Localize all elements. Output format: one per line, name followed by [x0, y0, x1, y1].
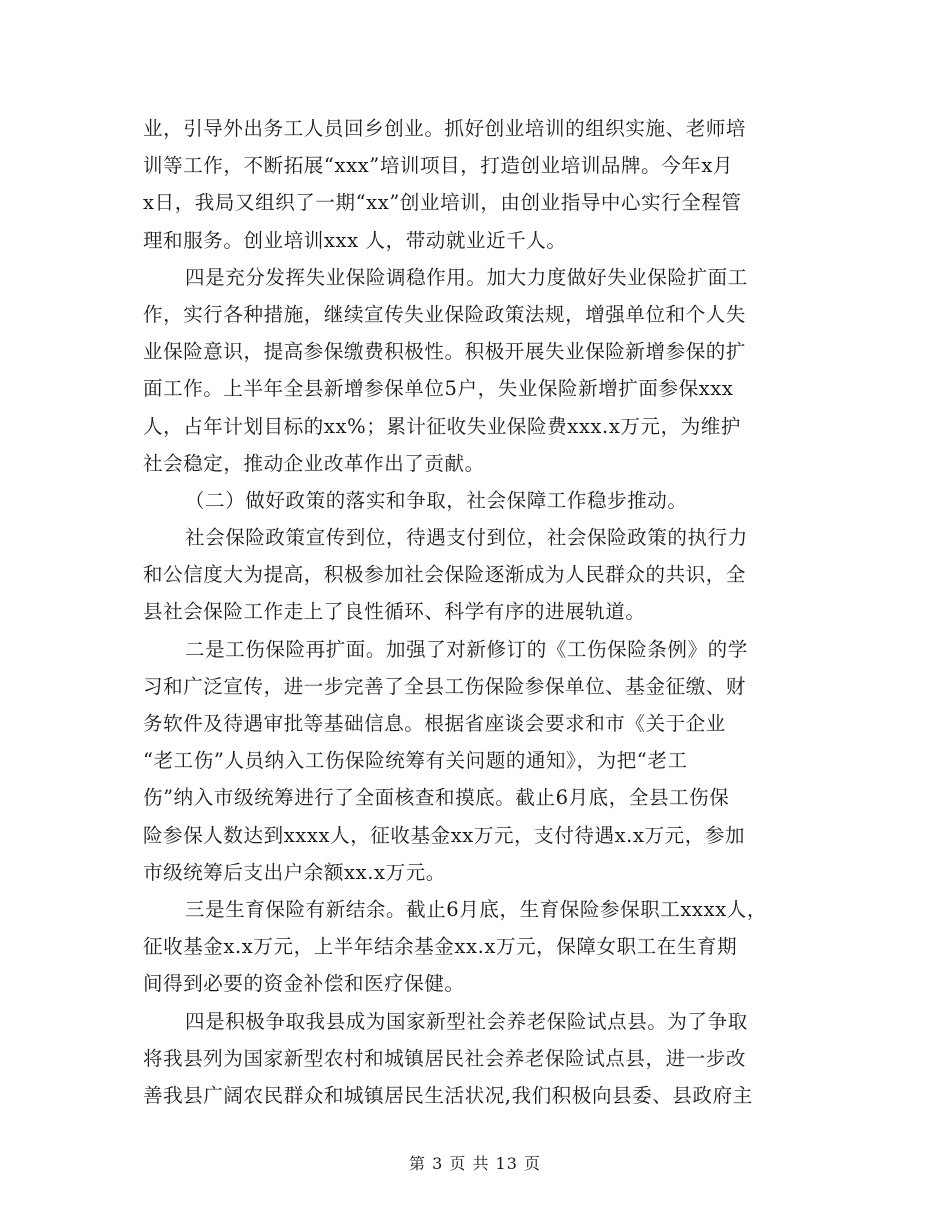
text-line: 间得到必要的资金补偿和医疗保健。	[143, 972, 465, 996]
text-line: x日，我局又组织了一期“xx”创业培训，由创业指导中心实行全程管	[143, 191, 742, 215]
paragraph-start-line: 四是充分发挥失业保险调稳作用。加大力度做好失业保险扩面工	[185, 265, 748, 289]
page-number-footer: 第 3 页 共 13 页	[409, 1154, 541, 1173]
text-line: 征收基金x.x万元，上半年结余基金xx.x万元，保障女职工在生育期	[143, 935, 738, 959]
text-line: 县社会保险工作走上了良性循环、科学有序的进展轨道。	[143, 600, 646, 624]
text-line: 训等工作，不断拓展“xxx”培训项目，打造创业培训品牌。今年x月	[143, 154, 734, 178]
text-line: 作，实行各种措施，继续宣传失业保险政策法规，增强单位和个人失	[143, 302, 747, 326]
text-line: 善我县广阔农民群众和城镇居民生活状况,我们积极向县委、县政府主	[143, 1083, 753, 1107]
paragraph-start-line: 四是积极争取我县成为国家新型社会养老保险试点县。为了争取	[185, 1009, 748, 1033]
body-text	[143, 110, 811, 1114]
text-line: 险参保人数达到xxxx人，征收基金xx万元，支付待遇x.x万元，参加	[143, 823, 746, 847]
text-line: 人，占年计划目标的xx%；累计征收失业保险费xxx.x万元，为维护	[143, 414, 742, 438]
paragraph-start-line: 社会保险政策宣传到位，待遇支付到位，社会保险政策的执行力	[185, 526, 748, 550]
text-line: 将我县列为国家新型农村和城镇居民社会养老保险试点县，进一步改	[143, 1046, 747, 1070]
text-line: 伤”纳入市级统筹进行了全面核查和摸底。截止6月底，全县工伤保	[143, 786, 730, 810]
paragraph-start-line: 三是生育保险有新结余。截止6月底，生育保险参保职工xxxx人，	[185, 897, 767, 921]
text-line: 市级统筹后支出户余额xx.x万元。	[143, 860, 446, 884]
text-line: 业保险意识，提高参保缴费积极性。积极开展失业保险新增参保的扩	[143, 340, 747, 364]
text-line: 社会稳定，推动企业改革作出了贡献。	[143, 451, 485, 475]
text-line: “老工伤”人员纳入工伤保险统筹有关问题的通知》，为把“老工	[143, 749, 688, 773]
text-line: 面工作。上半年全县新增参保单位5户，失业保险新增扩面参保xxx	[143, 377, 734, 401]
text-line: 和公信度大为提高，积极参加社会保险逐渐成为人民群众的共识，全	[143, 563, 747, 587]
text-line: 业，引导外出务工人员回乡创业。抓好创业培训的组织实施、老师培	[143, 117, 747, 140]
paragraph-start-line: 二是工伤保险再扩面。加强了对新修订的《工伤保险条例》的学	[185, 637, 748, 661]
section-heading: （二）做好政策的落实和争取，社会保障工作稳步推动。	[185, 488, 688, 512]
text-line: 理和服务。创业培训xxx 人，带动就业近千人。	[143, 228, 567, 252]
text-line: 务软件及待遇审批等基础信息。根据省座谈会要求和市《关于企业	[143, 712, 726, 735]
text-line: 习和广泛宣传，进一步完善了全县工伤保险参保单位、基金征缴、财	[143, 674, 747, 698]
